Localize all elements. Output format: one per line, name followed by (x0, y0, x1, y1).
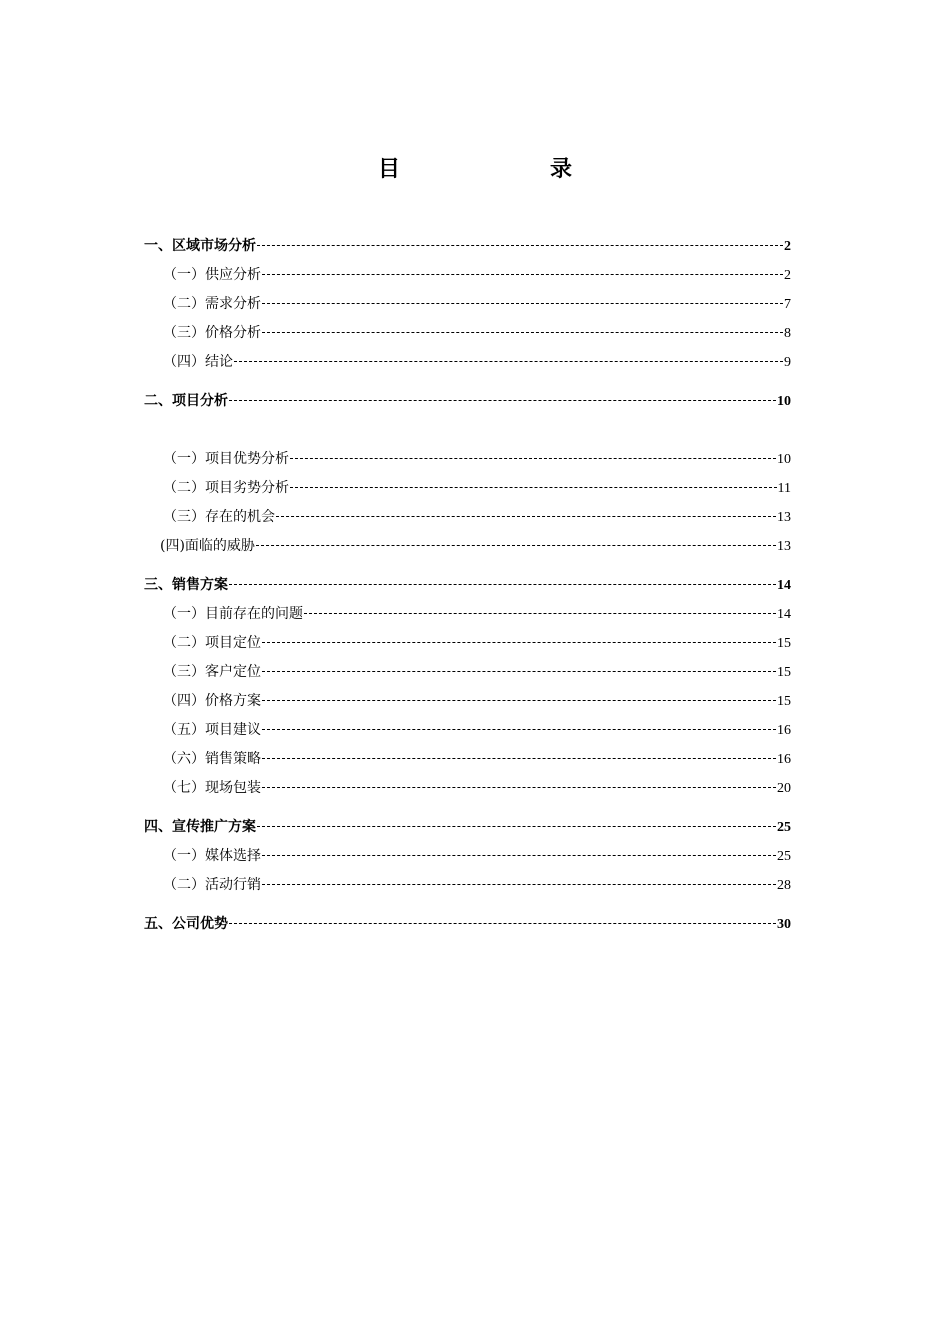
toc-entry-label: 二、项目分析 (144, 393, 228, 409)
dot-leader (262, 883, 776, 885)
dot-leader (262, 854, 776, 856)
toc-entry-subsection[interactable] (144, 842, 791, 871)
toc-entry-section[interactable] (144, 571, 791, 600)
toc-entry-label: （七）现场包装 (163, 780, 261, 796)
page-title: 目 录 (377, 157, 636, 182)
toc-entry-label: （二）需求分析 (163, 296, 261, 312)
dot-leader (256, 544, 776, 546)
toc-entry-page: 15 (777, 694, 791, 709)
toc-entry-label: （三）客户定位 (163, 664, 261, 680)
toc-entry-page: 10 (777, 452, 791, 467)
dot-leader (262, 786, 776, 788)
toc-entry-page: 2 (784, 239, 791, 254)
toc-entry-subsection[interactable] (144, 774, 791, 803)
toc-entry-subsection[interactable] (144, 745, 791, 774)
toc-entry-page: 10 (777, 394, 791, 409)
dot-leader (262, 670, 776, 672)
dot-leader (262, 757, 776, 759)
toc-entry-page: 2 (784, 268, 791, 283)
toc-entry-subsection[interactable] (144, 532, 791, 561)
toc-entry-section[interactable] (144, 232, 791, 261)
toc-entry-label: （三）存在的机会 (163, 509, 275, 525)
toc-entry-label: 三、销售方案 (144, 577, 228, 593)
toc-entry-subsection[interactable] (144, 687, 791, 716)
toc-entry-subsection[interactable] (144, 348, 791, 377)
toc-entry-label: （二）项目定位 (163, 635, 261, 651)
toc-entry-subsection[interactable] (144, 445, 791, 474)
toc-entry-section[interactable] (144, 813, 791, 842)
dot-leader (229, 399, 776, 401)
dot-leader (257, 825, 776, 827)
toc-entry-label: (四)面临的威胁 (160, 538, 255, 554)
toc-entry-page: 13 (777, 510, 791, 525)
toc-entry-subsection[interactable] (144, 629, 791, 658)
toc-entry-page: 25 (777, 849, 791, 864)
toc-entry-page: 28 (777, 878, 791, 893)
dot-leader (262, 331, 783, 333)
dot-leader (290, 457, 776, 459)
toc-entry-page: 9 (784, 355, 791, 370)
toc-entry-subsection[interactable] (144, 319, 791, 348)
table-of-contents (144, 232, 791, 939)
toc-entry-label: （二）项目劣势分析 (163, 480, 289, 496)
toc-entry-label: （四）价格方案 (163, 693, 261, 709)
dot-leader (304, 612, 776, 614)
toc-entry-page: 13 (777, 539, 791, 554)
dot-leader (229, 583, 776, 585)
toc-entry-page: 14 (777, 607, 791, 622)
toc-entry-page: 8 (784, 326, 791, 341)
toc-entry-subsection[interactable] (144, 290, 791, 319)
dot-leader (262, 699, 776, 701)
toc-entry-subsection[interactable] (144, 261, 791, 290)
toc-entry-label: 四、宣传推广方案 (144, 819, 256, 835)
toc-entry-subsection[interactable] (144, 871, 791, 900)
toc-entry-page: 16 (777, 752, 791, 767)
toc-entry-label: （一）供应分析 (163, 267, 261, 283)
toc-entry-subsection[interactable] (144, 600, 791, 629)
dot-leader (262, 641, 776, 643)
toc-entry-label: 五、公司优势 (144, 916, 228, 932)
dot-leader (276, 515, 776, 517)
toc-entry-subsection[interactable] (144, 658, 791, 687)
toc-entry-label: （一）项目优势分析 (163, 451, 289, 467)
toc-entry-label: （二）活动行销 (163, 877, 261, 893)
toc-entry-subsection[interactable] (144, 474, 791, 503)
toc-entry-page: 30 (777, 917, 791, 932)
toc-entry-page: 11 (777, 481, 791, 496)
toc-entry-label: （三）价格分析 (163, 325, 261, 341)
toc-entry-label: （六）销售策略 (163, 751, 261, 767)
dot-leader (262, 302, 783, 304)
toc-entry-subsection[interactable] (144, 716, 791, 745)
toc-entry-label: （五）项目建议 (163, 722, 261, 738)
toc-entry-section[interactable] (144, 387, 791, 416)
toc-entry-page: 14 (777, 578, 791, 593)
toc-entry-section[interactable] (144, 910, 791, 939)
toc-entry-subsection[interactable] (144, 503, 791, 532)
toc-entry-label: （四）结论 (163, 354, 233, 370)
toc-entry-label: （一）媒体选择 (163, 848, 261, 864)
toc-entry-page: 15 (777, 636, 791, 651)
dot-leader (290, 486, 777, 488)
dot-leader (262, 273, 783, 275)
toc-entry-page: 7 (784, 297, 791, 312)
toc-entry-page: 20 (777, 781, 791, 796)
toc-entry-page: 16 (777, 723, 791, 738)
toc-entry-label: （一）目前存在的问题 (163, 606, 303, 622)
toc-entry-label: 一、区域市场分析 (144, 238, 256, 254)
toc-entry-page: 25 (777, 820, 791, 835)
dot-leader (234, 360, 783, 362)
dot-leader (257, 244, 783, 246)
toc-entry-page: 15 (777, 665, 791, 680)
dot-leader (229, 922, 776, 924)
dot-leader (262, 728, 776, 730)
